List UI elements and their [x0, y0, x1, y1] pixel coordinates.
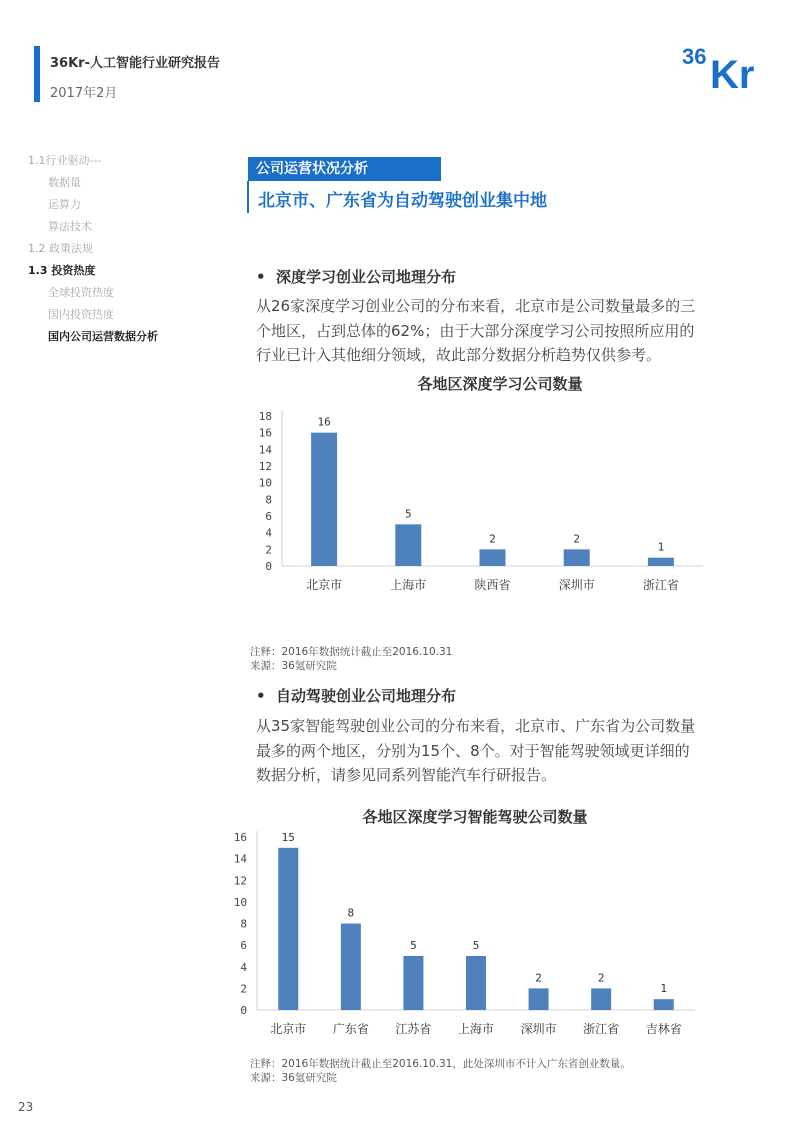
y-tick-label: 2	[240, 982, 247, 996]
bar	[395, 524, 421, 566]
y-tick-label: 10	[233, 895, 247, 909]
x-tick-label: 江苏省	[395, 1022, 432, 1036]
data-label: 5	[404, 507, 412, 521]
block2-notes	[250, 1057, 631, 1085]
y-tick-label: 6	[240, 939, 247, 953]
data-label: 8	[347, 906, 355, 920]
chart-autonomous-driving-companies	[0, 790, 794, 1050]
bullet-icon: •	[256, 687, 277, 705]
toc-item[interactable]: 国内公司运营数据分析	[48, 330, 158, 343]
bar	[311, 433, 337, 566]
block1-line: 行业已计入其他细分领域，故此部分数据分析趋势仅供参考。	[256, 346, 662, 364]
svg-text:36: 36	[682, 44, 707, 69]
x-tick-label: 浙江省	[642, 578, 679, 592]
toc-item[interactable]: 1.3 投资热度	[28, 264, 96, 277]
data-label: 16	[317, 415, 331, 429]
x-tick-label: 深圳市	[558, 578, 595, 592]
bar	[654, 999, 674, 1010]
data-label: 2	[489, 532, 496, 546]
section-title: 北京市、广东省为自动驾驶创业集中地	[258, 191, 547, 211]
block2-heading: • 自动驾驶创业公司地理分布	[256, 687, 457, 705]
x-tick-label: 上海市	[457, 1022, 495, 1036]
block2-line: 从35家智能驾驶创业公司的分布来看，北京市、广东省为公司数量	[256, 717, 696, 735]
report-title: 36Kr-人工智能行业研究报告	[50, 56, 220, 71]
x-tick-label: 北京市	[270, 1022, 307, 1036]
data-label: 5	[410, 938, 417, 952]
x-tick-label: 深圳市	[520, 1022, 557, 1036]
block2-line: 数据分析，请参见同系列智能汽车行研报告。	[256, 766, 557, 784]
x-tick-label: 浙江省	[583, 1022, 620, 1036]
chart-title: 各地区深度学习公司数量	[417, 375, 583, 393]
page-number: 23	[18, 1100, 34, 1114]
x-tick-label: 上海市	[390, 578, 427, 592]
y-tick-label: 6	[265, 510, 272, 523]
y-tick-label: 2	[265, 543, 272, 557]
bar	[564, 549, 590, 566]
bullet-icon: •	[256, 268, 277, 286]
section-tag: 公司运营状况分析	[248, 157, 441, 181]
bar	[278, 848, 298, 1010]
y-tick-label: 14	[233, 852, 247, 866]
bar	[529, 988, 549, 1010]
bar	[648, 558, 674, 566]
y-tick-label: 8	[240, 917, 247, 931]
x-tick-label: 陕西省	[474, 578, 511, 592]
source-line: 来源：36氪研究院	[250, 1072, 337, 1084]
y-tick-label: 4	[240, 960, 247, 974]
note-line: 注释：2016年数据统计截止至2016.10.31	[250, 646, 453, 658]
y-tick-label: 12	[233, 874, 247, 888]
toc-item[interactable]: 1.2 政策法规	[28, 242, 93, 255]
toc-item[interactable]: 算法技术	[48, 220, 92, 233]
source-line: 来源：36氪研究院	[250, 660, 337, 672]
svg-text:Kr: Kr	[710, 53, 755, 94]
note-line: 注释：2016年数据统计截止至2016.10.31，此处深圳市不计入广东省创业数量。	[250, 1058, 631, 1070]
report-date: 2017年2月	[50, 86, 118, 101]
y-tick-label: 8	[265, 493, 272, 507]
block2-line: 最多的两个地区，分别为15个、8个。对于智能驾驶领域更详细的	[256, 741, 690, 760]
block2-paragraph	[256, 714, 726, 788]
y-tick-label: 16	[258, 426, 272, 440]
bar	[403, 956, 423, 1010]
toc-item[interactable]: 数据量	[48, 176, 81, 189]
x-tick-label: 广东省	[332, 1022, 369, 1036]
bar	[341, 924, 361, 1011]
data-label: 2	[535, 971, 542, 985]
y-tick-label: 0	[265, 560, 272, 573]
x-tick-label: 吉林省	[645, 1022, 682, 1036]
bar	[466, 956, 486, 1010]
data-label: 2	[597, 971, 605, 985]
y-tick-label: 0	[240, 1004, 247, 1017]
y-tick-label: 16	[233, 831, 247, 844]
block1-line: 个地区，占到总体的62%；由于大部分深度学习公司按照所应用的	[256, 321, 695, 340]
y-tick-label: 18	[258, 410, 272, 423]
toc-item[interactable]: 国内投资热度	[48, 308, 114, 321]
data-label: 2	[573, 532, 581, 546]
block1-line: 从26家深度学习创业公司的分布来看，北京市是公司数量最多的三	[256, 297, 696, 315]
data-label: 1	[660, 982, 668, 996]
toc-item[interactable]: 运算力	[48, 198, 81, 211]
toc-item[interactable]: 全球投资热度	[48, 286, 114, 299]
block1-heading: • 深度学习创业公司地理分布	[256, 268, 457, 286]
toc-item[interactable]: 1.1行业驱动---	[28, 154, 102, 167]
data-label: 15	[281, 830, 295, 844]
y-tick-label: 14	[258, 443, 272, 457]
data-label: 5	[472, 938, 480, 952]
data-label: 1	[657, 540, 665, 554]
x-tick-label: 北京市	[306, 578, 343, 592]
y-tick-label: 12	[258, 460, 272, 473]
chart-title: 各地区深度学习智能驾驶公司数量	[362, 808, 588, 826]
bar	[480, 549, 506, 566]
y-tick-label: 10	[258, 476, 272, 490]
block1-notes	[250, 645, 452, 673]
y-tick-label: 4	[265, 526, 272, 540]
bar	[591, 988, 611, 1010]
